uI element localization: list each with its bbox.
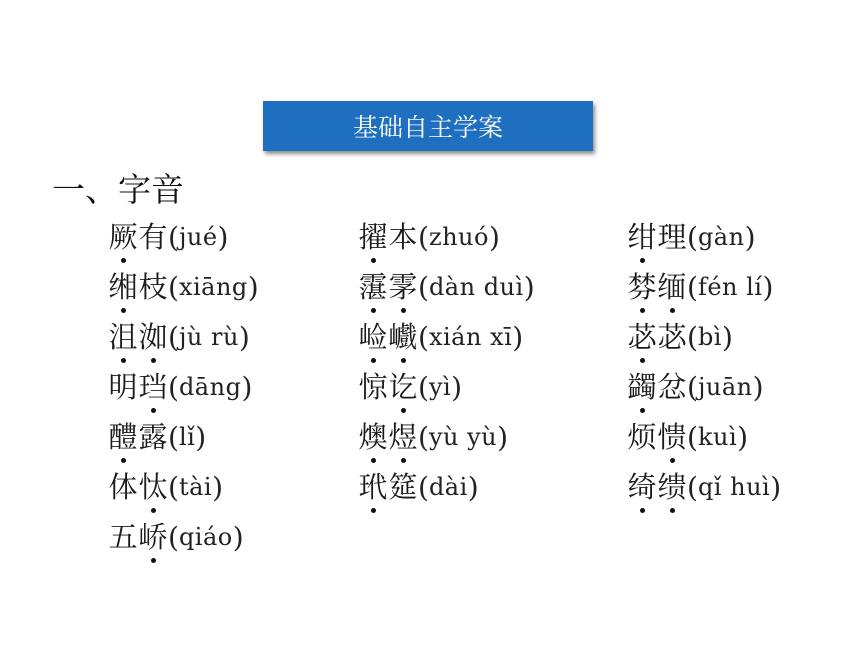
open-paren: ( (418, 470, 429, 504)
emphasized-char: 讫 (388, 370, 418, 404)
emphasized-char: 棼 (627, 270, 657, 304)
pinyin: zhuó (428, 223, 489, 251)
vocab-word (108, 519, 168, 555)
vocab-word (108, 269, 168, 305)
pinyin: dài (428, 473, 468, 501)
emphasized-char: 苾 (627, 320, 657, 354)
close-paren: ) (721, 320, 733, 354)
close-paren: ) (247, 270, 259, 304)
column-1 (108, 212, 259, 562)
emphasized-char: 缃 (108, 270, 138, 304)
open-paren: ( (168, 220, 179, 254)
pinyin: qǐ huì (697, 473, 771, 501)
open-paren: ( (687, 270, 698, 304)
vocab-word (627, 319, 687, 355)
open-paren: ( (687, 420, 698, 454)
open-paren: ( (418, 320, 429, 354)
pinyin: gàn (697, 223, 745, 251)
close-paren: ) (232, 520, 244, 554)
pinyin: jù rù (178, 323, 239, 351)
section-banner (263, 101, 593, 151)
close-paren: ) (467, 470, 479, 504)
close-paren: ) (523, 270, 535, 304)
open-paren: ( (168, 420, 179, 454)
char: 筵 (388, 470, 418, 504)
close-paren: ) (497, 420, 509, 454)
pinyin: xiāng (178, 273, 248, 301)
char: 惊 (358, 370, 388, 404)
open-paren: ( (168, 520, 179, 554)
pinyin: xián xī (428, 323, 513, 351)
pinyin: tài (178, 473, 213, 501)
vocab-entry (108, 512, 259, 562)
vocab-entry (358, 462, 535, 512)
emphasized-char: 雺 (388, 270, 418, 304)
pinyin: juān (697, 373, 753, 401)
column-2 (358, 212, 535, 512)
emphasized-char: 玳 (358, 470, 388, 504)
close-paren: ) (744, 220, 756, 254)
open-paren: ( (168, 470, 179, 504)
open-paren: ( (687, 470, 698, 504)
open-paren: ( (418, 370, 429, 404)
vocab-word (358, 269, 418, 305)
vocab-entry (358, 212, 535, 262)
close-paren: ) (762, 270, 774, 304)
vocab-word (108, 419, 168, 455)
close-paren: ) (512, 320, 524, 354)
char: 五 (108, 520, 138, 554)
open-paren: ( (687, 320, 698, 354)
char: 明 (108, 370, 138, 404)
close-paren: ) (737, 420, 749, 454)
char: 本 (388, 220, 418, 254)
vocab-entry (108, 362, 259, 412)
pinyin: yì (428, 373, 452, 401)
char: 忿 (657, 370, 687, 404)
close-paren: ) (752, 370, 764, 404)
emphasized-char: 绀 (627, 220, 657, 254)
vocab-entry (108, 212, 259, 262)
emphasized-char: 洳 (138, 320, 168, 354)
char: 理 (657, 220, 687, 254)
close-paren: ) (488, 220, 500, 254)
vocab-entry (627, 412, 781, 462)
vocab-word (627, 469, 687, 505)
vocab-word (358, 419, 418, 455)
open-paren: ( (687, 370, 698, 404)
pinyin: qiáo (178, 523, 233, 551)
char: 露 (138, 420, 168, 454)
vocab-entry (108, 312, 259, 362)
emphasized-char: 绮 (627, 470, 657, 504)
pinyin: dāng (178, 373, 242, 401)
pinyin: fén lí (697, 273, 763, 301)
vocab-word (358, 469, 418, 505)
vocab-entry (108, 262, 259, 312)
char: 烦 (627, 420, 657, 454)
close-paren: ) (451, 370, 463, 404)
emphasized-char: 擢 (358, 220, 388, 254)
open-paren: ( (168, 320, 179, 354)
emphasized-char: 峤 (138, 520, 168, 554)
column-3 (627, 212, 781, 512)
vocab-word (108, 469, 168, 505)
char: 苾 (657, 320, 687, 354)
vocab-word (108, 369, 168, 405)
open-paren: ( (168, 370, 179, 404)
emphasized-char: 蠲 (627, 370, 657, 404)
pinyin: yù yù (428, 423, 498, 451)
emphasized-char: 霮 (358, 270, 388, 304)
vocab-entry (358, 362, 535, 412)
vocab-word (108, 319, 168, 355)
emphasized-char: 燠 (358, 420, 388, 454)
vocab-entry (358, 312, 535, 362)
open-paren: ( (687, 220, 698, 254)
pinyin: dàn duì (428, 273, 524, 301)
emphasized-char: 愦 (657, 420, 687, 454)
vocab-entry (108, 462, 259, 512)
vocab-entry (358, 262, 535, 312)
emphasized-char: 忲 (138, 470, 168, 504)
vocab-word (358, 219, 418, 255)
close-paren: ) (238, 320, 250, 354)
vocab-word (108, 219, 168, 255)
emphasized-char: 醴 (108, 420, 138, 454)
close-paren: ) (195, 420, 207, 454)
vocab-word (627, 369, 687, 405)
char: 有 (138, 220, 168, 254)
pinyin: jué (178, 223, 218, 251)
close-paren: ) (217, 220, 229, 254)
pinyin: bì (697, 323, 722, 351)
emphasized-char: 沮 (108, 320, 138, 354)
char: 体 (108, 470, 138, 504)
vocab-entry (627, 462, 781, 512)
emphasized-char: 珰 (138, 370, 168, 404)
open-paren: ( (418, 420, 429, 454)
vocab-word (358, 319, 418, 355)
section-title: 一、字音 (52, 170, 184, 209)
emphasized-char: 缋 (657, 470, 687, 504)
vocab-entry (627, 362, 781, 412)
close-paren: ) (770, 470, 782, 504)
vocab-word (627, 269, 687, 305)
emphasized-char: 崄 (358, 320, 388, 354)
open-paren: ( (418, 220, 429, 254)
pinyin: lǐ (178, 423, 196, 451)
close-paren: ) (212, 470, 224, 504)
emphasized-char: 煜 (388, 420, 418, 454)
pinyin: kuì (697, 423, 738, 451)
open-paren: ( (168, 270, 179, 304)
vocab-entry (108, 412, 259, 462)
banner-title: 基础自主学案 (352, 113, 503, 142)
char: 枝 (138, 270, 168, 304)
emphasized-char: 缅 (657, 270, 687, 304)
emphasized-char: 巇 (388, 320, 418, 354)
vocab-entry (627, 312, 781, 362)
vocab-entry (627, 262, 781, 312)
vocab-entry (358, 412, 535, 462)
vocab-entry (627, 212, 781, 262)
vocab-word (358, 369, 418, 405)
vocab-word (627, 419, 687, 455)
close-paren: ) (241, 370, 253, 404)
open-paren: ( (418, 270, 429, 304)
vocab-word (627, 219, 687, 255)
emphasized-char: 厥 (108, 220, 138, 254)
